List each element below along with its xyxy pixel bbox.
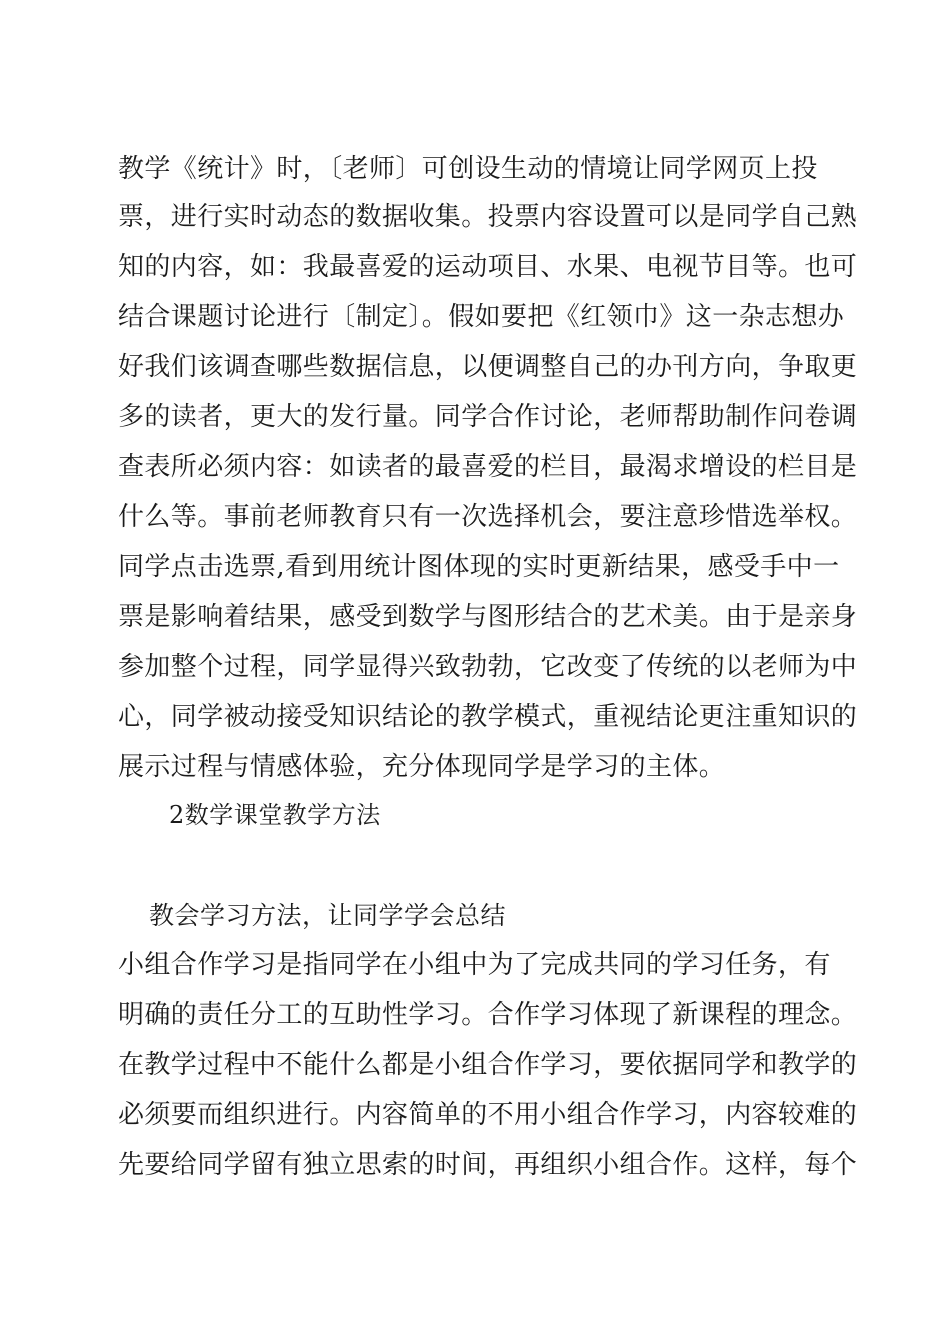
paragraph-line: 知的内容，如：我最喜爱的运动项目、水果、电视节目等。也可 — [118, 252, 858, 282]
paragraph-line: 票是影响着结果，感受到数学与图形结合的艺术美。由于是亲身 — [118, 602, 858, 632]
paragraph-line: 票，进行实时动态的数据收集。投票内容设置可以是同学自己熟 — [118, 202, 858, 232]
paragraph-line: 参加整个过程，同学显得兴致勃勃，它改变了传统的以老师为中 — [118, 652, 858, 682]
paragraph-line: 同学点击选票,看到用统计图体现的实时更新结果，感受手中一 — [118, 552, 840, 582]
paragraph-line: 先要给同学留有独立思索的时间，再组织小组合作。这样，每个 — [118, 1150, 858, 1180]
paragraph-line: 展示过程与情感体验，充分体现同学是学习的主体。 — [118, 752, 726, 782]
paragraph-line: 多的读者，更大的发行量。同学合作讨论，老师帮助制作问卷调 — [118, 402, 858, 432]
paragraph-line: 查表所必须内容：如读者的最喜爱的栏目，最渴求增设的栏目是 — [118, 452, 858, 482]
paragraph-line: 结合课题讨论进行〔制定〕。假如要把《红领巾》这一杂志想办 — [118, 302, 845, 332]
paragraph-line: 明确的责任分工的互助性学习。合作学习体现了新课程的理念。 — [118, 1000, 858, 1030]
paragraph-line: 好我们该调查哪些数据信息，以便调整自己的办刊方向，争取更 — [118, 352, 858, 382]
paragraph-line: 心，同学被动接受知识结论的教学模式，重视结论更注重知识的 — [118, 702, 858, 732]
paragraph-line: 教学《统计》时，〔老师〕可创设生动的情境让同学网页上投 — [118, 154, 818, 184]
paragraph-line: 必须要而组织进行。内容简单的不用小组合作学习，内容较难的 — [118, 1100, 858, 1130]
paragraph-line: 什么等。事前老师教育只有一次选择机会，要注意珍惜选举权。 — [118, 502, 858, 532]
paragraph-line: 小组合作学习是指同学在小组中为了完成共同的学习任务，有 — [118, 950, 831, 980]
section-heading: 2数学课堂教学方法 — [169, 801, 381, 829]
paragraph-line: 在教学过程中不能什么都是小组合作学习，要依据同学和教学的 — [118, 1050, 858, 1080]
subheading: 教会学习方法，让同学学会总结 — [149, 901, 507, 930]
